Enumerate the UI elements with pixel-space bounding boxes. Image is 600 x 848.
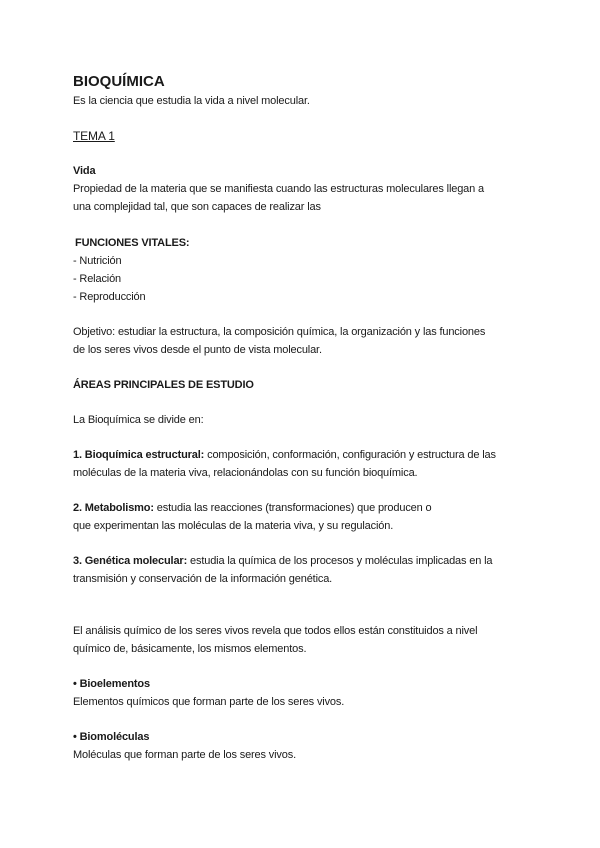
- funciones-heading: FUNCIONES VITALES:: [75, 237, 190, 249]
- areas-intro: La Bioquímica se divide en:: [73, 414, 204, 426]
- area-3-line-2: transmisión y conservación de la información genética.: [73, 573, 333, 585]
- list-item: - Nutrición: [73, 255, 122, 267]
- bioelementos-text: Elementos químicos que forman parte de los seres vivos.: [73, 696, 345, 708]
- document-page: [73, 72, 533, 764]
- biomoleculas-heading: • Biomoléculas: [73, 731, 150, 743]
- area-1-text: composición, conformación, configuración y estructura de las: [204, 449, 496, 461]
- objetivo-line-2: de los seres vivos desde el punto de vista molecular.: [73, 344, 322, 356]
- vida-heading: Vida: [73, 165, 96, 177]
- area-2-label: 2. Metabolismo:: [73, 502, 154, 514]
- list-item: - Relación: [73, 273, 122, 285]
- tema-heading: TEMA 1: [73, 129, 115, 143]
- area-1-line-1: [73, 446, 533, 464]
- vida-line-1: Propiedad de la materia que se manifiesta cuando las estructuras moleculares llegan a: [73, 183, 484, 195]
- document-title: BIOQUÍMICA: [73, 73, 165, 90]
- objetivo-line-1: Objetivo: estudiar la estructura, la composición química, la organización y las funciones: [73, 326, 486, 338]
- area-2-text: estudia las reacciones (transformaciones) que producen o: [153, 502, 432, 514]
- bioelementos-heading: • Bioelementos: [73, 678, 150, 690]
- analisis-line-1: El análisis químico de los seres vivos revela que todos ellos están constituidos a nivel: [73, 625, 478, 637]
- area-2-line-1: [73, 499, 533, 517]
- area-3-line-1: [73, 552, 533, 570]
- vida-line-2: una complejidad tal, que son capaces de realizar las: [73, 201, 321, 213]
- biomoleculas-text: Moléculas que forman parte de los seres vivos.: [73, 749, 296, 761]
- area-1-line-2: moléculas de la materia viva, relacionándolas con su función bioquímica.: [73, 467, 418, 479]
- area-3-label: 3. Genética molecular:: [73, 555, 188, 567]
- area-2-line-2: que experimentan las moléculas de la materia viva, y su regulación.: [73, 520, 394, 532]
- analisis-line-2: químico de, básicamente, los mismos elementos.: [73, 643, 307, 655]
- intro-text: Es la ciencia que estudia la vida a nivel molecular.: [73, 95, 310, 107]
- area-3-text: estudia la química de los procesos y moléculas implicadas en la: [187, 555, 493, 567]
- list-item: - Reproducción: [73, 291, 146, 303]
- area-1-label: 1. Bioquímica estructural:: [73, 449, 205, 461]
- areas-heading: ÁREAS PRINCIPALES DE ESTUDIO: [73, 379, 254, 391]
- funciones-list: [73, 252, 533, 306]
